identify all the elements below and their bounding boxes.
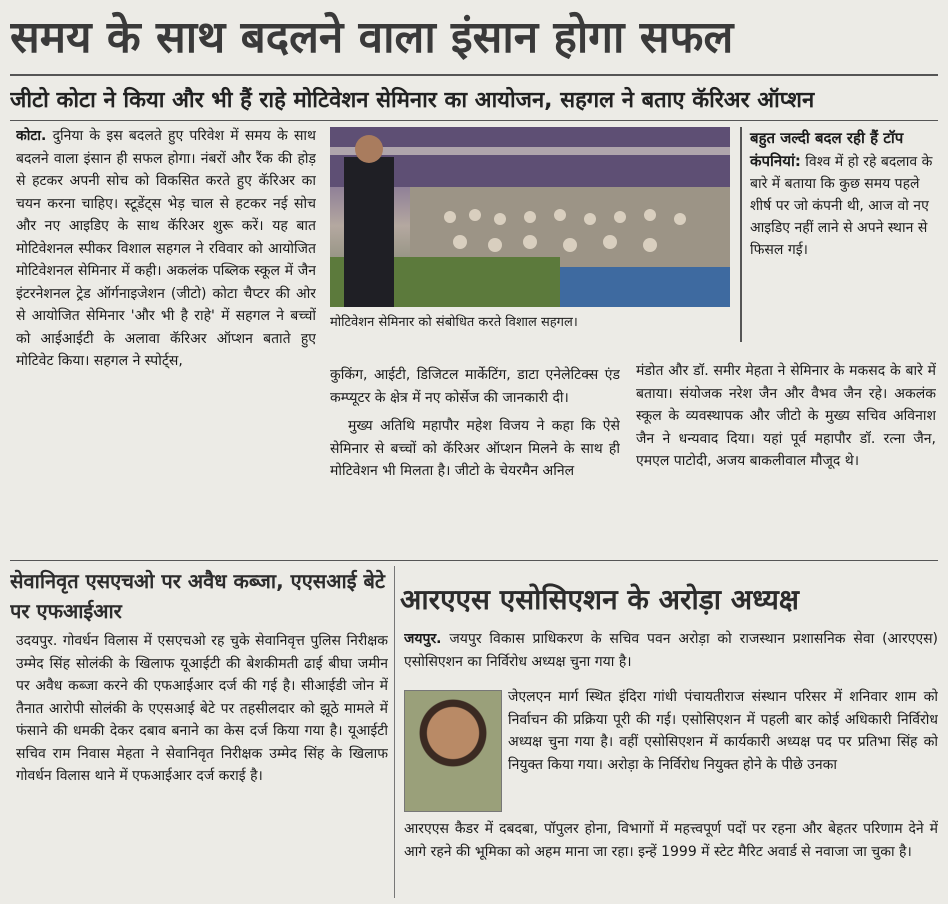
photo-caption: मोटिवेशन सेमिनार को संबोधित करते विशाल सहगल। (330, 315, 578, 330)
story-text: कुकिंग, आईटी, डिजिटल मार्केटिंग, डाटा एनेलेटिक्स एंड कम्प्यूटर के क्षेत्र में नए कोर्सेज की जानकारी दी। (330, 367, 620, 406)
story-text: उदयपुर. गोवर्धन विलास में एसएचओ रह चुके सेवानिवृत्त पुलिस निरीक्षक उम्मेद सिंह सोलंकी के खिलाफ यूआईटी की बेशकीमती ढाई बीघा जमीन पर अवैध कब्जा करने की एफआईआर दर्ज की गई है। सीआईडी जोन में तैनात आरोपी सोलंकी के एएसआई बेटे पर तहसीलदार को झूठे मामले में फंसाने की धमकी देकर दबाव बनाने का केस दर्ज किया गया है। यूआईटी सचिव राम निवास मेहता ने सेवानिवृत निरीक्षक उम्मेद सिंह के खिलाफ गोवर्धन विलास थाने में एफआईआर दर्ज कराई है। (16, 633, 388, 784)
portrait-photo (404, 690, 502, 812)
seminar-photo (330, 127, 730, 307)
story2-headline: सेवानिवृत एसएचओ पर अवैध कब्जा, एएसआई बेटे पर एफआईआर (10, 569, 385, 623)
story3-lead (404, 628, 938, 684)
story-column-2 (330, 364, 620, 554)
dateline: जयपुर. (404, 631, 442, 647)
subheadline: जीटो कोटा ने किया और भी हैं राहे मोटिवेशन सेमिनार का आयोजन, सहगल ने बताए कॅरिअर ऑप्शन (10, 88, 815, 113)
story-text: मुख्य अतिथि महापौर महेश विजय ने कहा कि ऐसे सेमिनार से बच्चों को कॅरिअर ऑप्शन मिलने के साथ ही मोटिवेशन भी मिलता है। जीटो के चेयरमैन अनिल (330, 418, 620, 479)
story-text: आरएएस कैडर में दबदबा, पॉपुलर होना, विभागों में महत्त्वपूर्ण पदों पर रहना और बेहतर परिणाम देने में आगे रहने की भूमिका को अहम माना जा रहा। इन्हें 1999 में स्टेट मैरिट अवार्ड से नवाजा जा चुका है। (404, 821, 938, 860)
story-column-3 (636, 360, 936, 550)
story-column-1 (16, 125, 316, 555)
sidebar-box (740, 127, 938, 342)
sidebar-heading: बहुत जल्दी बदल रही हैं टॉप कंपनियां: (750, 129, 904, 170)
divider (10, 560, 938, 561)
story-text: जयपुर विकास प्राधिकरण के सचिव पवन अरोड़ा को राजस्थान प्रशासनिक सेवा (आरएएस) एसोसिएशन का निर्विरोध अध्यक्ष चुना गया है। (404, 631, 938, 670)
story-text: मंडोत और डॉ. समीर मेहता ने सेमिनार के मकसद के बारे में बताया। संयोजक नरेश जैन और वैभव जैन रहे। अकलंक स्कूल के व्यवस्थापक और जीटो के मुख्य सचिव अविनाश जैन ने धन्यवाद दिया। यहां पूर्व महापौर डॉ. रत्ना जैन, एमएल पाटोदी, अजय बाकलीवाल मौजूद थे। (636, 363, 936, 469)
story2-body (16, 630, 388, 898)
story3-body-continued (404, 818, 938, 898)
story3-body (508, 686, 938, 818)
divider (394, 566, 395, 898)
story3-headline: आरएएस एसोसिएशन के अरोड़ा अध्यक्ष (400, 583, 799, 616)
divider (10, 74, 938, 76)
headline: समय के साथ बदलने वाला इंसान होगा सफल (10, 12, 734, 63)
story-text: दुनिया के इस बदलते हुए परिवेश में समय के साथ बदलने वाला इंसान ही सफल होगा। नंबरों और रैंक की होड़ से हटकर अपनी सोच को विकसित करते हुए कॅरिअर का चयन करना चाहिए। स्टूडेंट्स भेड़ चाल से हटकर नई सोच और नए आइडिए के साथ कॅरिअर शुरू करें। यह बात मोटिवेशनल स्पीकर विशाल सहगल ने रविवार को आयोजित मोटिवेशनल सेमिनार में कही। अकलंक पब्लिक स्कूल में जैन इंटरनेशनल ट्रेड ऑर्गनाइजेशन (जीटो) कोटा चैप्टर की ओर से आयोजित सेमिनार 'और भी है राहे' में सहगल ने बच्चों को आईआईटी के अलावा कॅरिअर ऑप्शन बताते हुए मोटिवेट किया। सहगल ने स्पोर्ट्स, (16, 128, 316, 369)
dateline: कोटा. (16, 128, 47, 144)
sidebar-text: विश्व में हो रहे बदलाव के बारे में बताया कि कुछ समय पहले शीर्ष पर जो कंपनी थी, आज वो नए आइडिए नहीं लाने से अपने स्थान से फिसल गई। (750, 154, 933, 258)
story-text: जेएलएन मार्ग स्थित इंदिरा गांधी पंचायतीराज संस्थान परिसर में शनिवार शाम को निर्वाचन की प्रक्रिया पूरी की गई। एसोसिएशन में पहली बार कोई अधिकारी निर्विरोध अध्यक्ष चुना गया है। वहीं एसोसिएशन में कार्यकारी अध्यक्ष पद पर प्रतिभा सिंह को नियुक्त किया गया। अरोड़ा के निर्विरोध नियुक्त होने के पीछे उनका (508, 689, 938, 773)
divider (10, 120, 938, 121)
